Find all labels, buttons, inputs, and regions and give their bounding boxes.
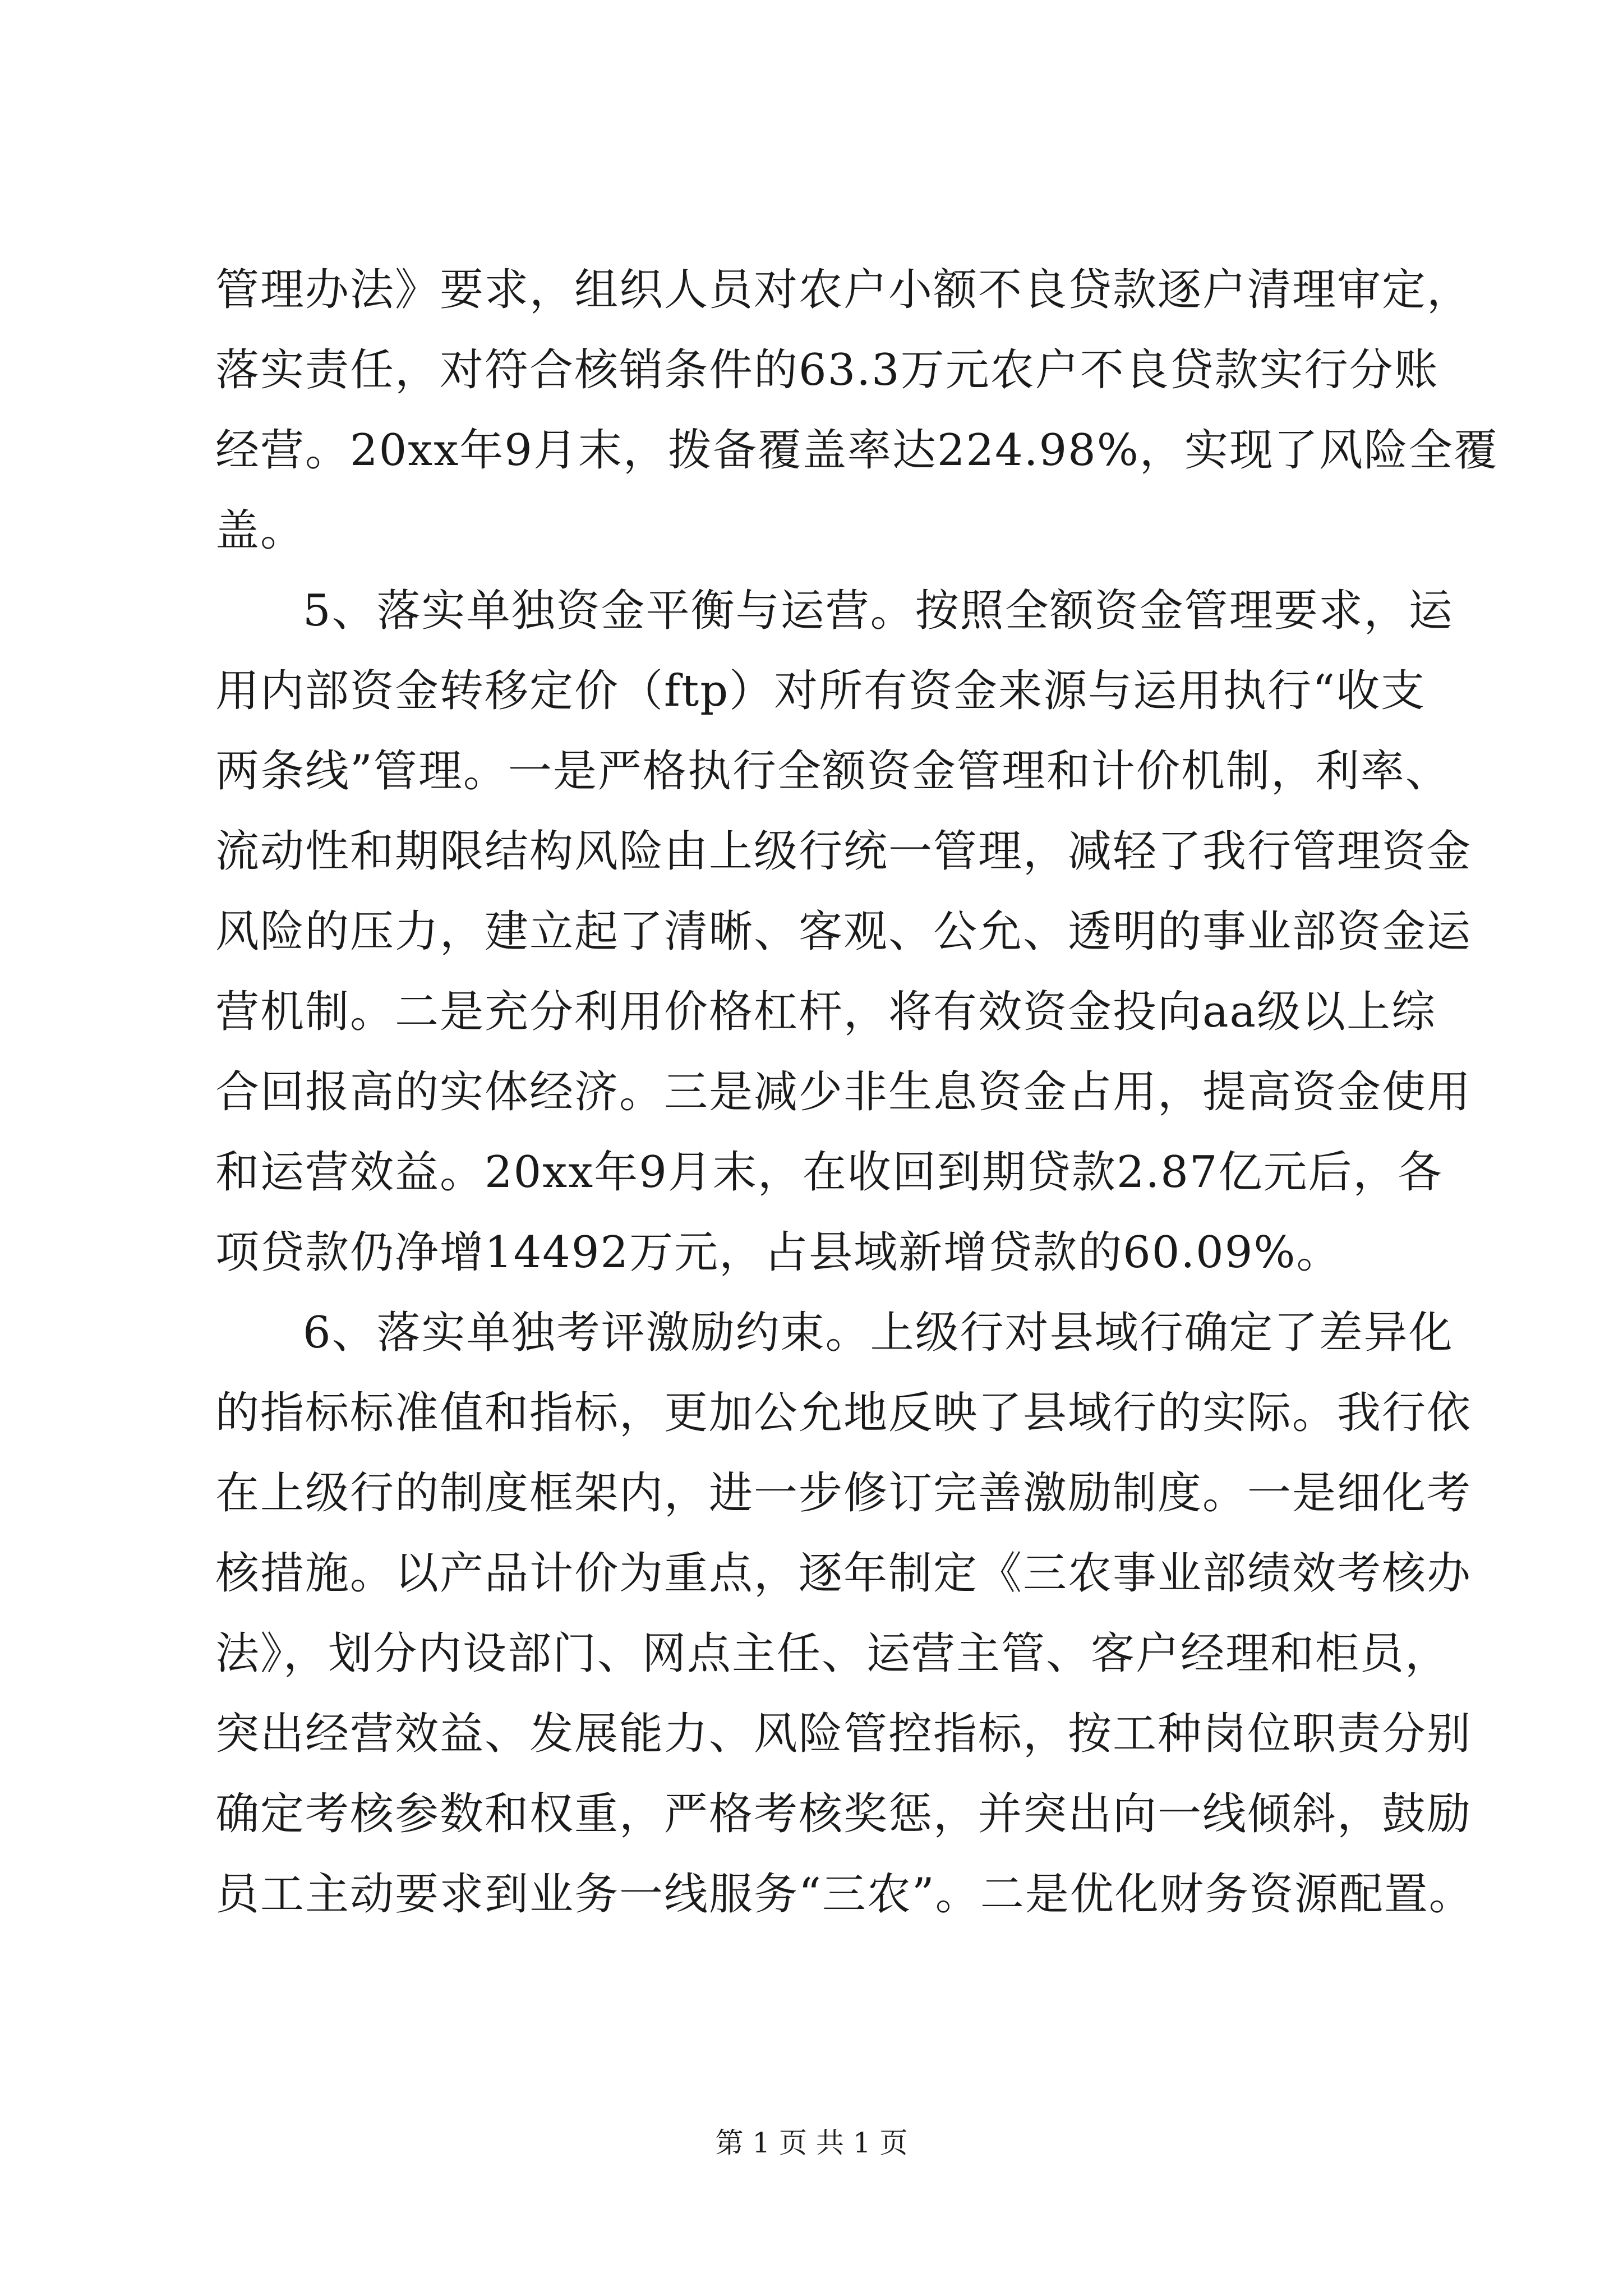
text-line: 管理办法》要求，组织人员对农户小额不良贷款逐户清理审定， — [215, 265, 1472, 315]
text-line: 用内部资金转移定价（ftp）对所有资金来源与运用执行“收支 — [215, 666, 1426, 716]
text-line: 在上级行的制度框架内，进一步修订完善激励制度。一是细化考 — [215, 1468, 1472, 1519]
paragraph-6-first-line: 6、落实单独考评激励约束。上级行对县域行确定了差异化 — [303, 1308, 1454, 1358]
text-line: 法》，划分内设部门、网点主任、运营主管、客户经理和柜员， — [215, 1628, 1450, 1679]
text-line: 突出经营效益、发展能力、风险管控指标，按工种岗位职责分别 — [215, 1709, 1472, 1759]
text-line: 的指标标准值和指标，更加公允地反映了县域行的实际。我行依 — [215, 1388, 1472, 1438]
text-line: 员工主动要求到业务一线服务“三农”。二是优化财务资源配置。 — [215, 1869, 1474, 1920]
text-line: 流动性和期限结构风险由上级行统一管理，减轻了我行管理资金 — [215, 826, 1472, 877]
text-line: 落实责任，对符合核销条件的63.3万元农户不良贷款实行分账 — [215, 345, 1439, 395]
paragraph-5-first-line: 5、落实单独资金平衡与运营。按照全额资金管理要求，运 — [303, 586, 1454, 636]
text-line: 营机制。二是充分利用价格杠杆，将有效资金投向aa级以上综 — [215, 987, 1437, 1037]
text-line: 经营。20xx年9月末，拨备覆盖率达224.98%，实现了风险全覆 — [215, 425, 1498, 476]
text-line: 风险的压力，建立起了清晰、客观、公允、透明的事业部资金运 — [215, 907, 1472, 957]
text-line: 盖。 — [215, 505, 306, 556]
text-line: 合回报高的实体经济。三是减少非生息资金占用，提高资金使用 — [215, 1067, 1472, 1117]
page-number-footer: 第 1 页 共 1 页 — [715, 2127, 908, 2159]
text-line: 确定考核参数和权重，严格考核奖惩，并突出向一线倾斜，鼓励 — [215, 1789, 1472, 1839]
body-text — [215, 250, 1498, 1935]
text-line: 项贷款仍净增14492万元，占县域新增贷款的60.09%。 — [215, 1227, 1341, 1278]
text-line: 两条线”管理。一是严格执行全额资金管理和计价机制，利率、 — [215, 746, 1450, 797]
text-line: 核措施。以产品计价为重点，逐年制定《三农事业部绩效考核办 — [215, 1548, 1472, 1599]
text-line: 和运营效益。20xx年9月末，在收回到期贷款2.87亿元后，各 — [215, 1147, 1443, 1198]
